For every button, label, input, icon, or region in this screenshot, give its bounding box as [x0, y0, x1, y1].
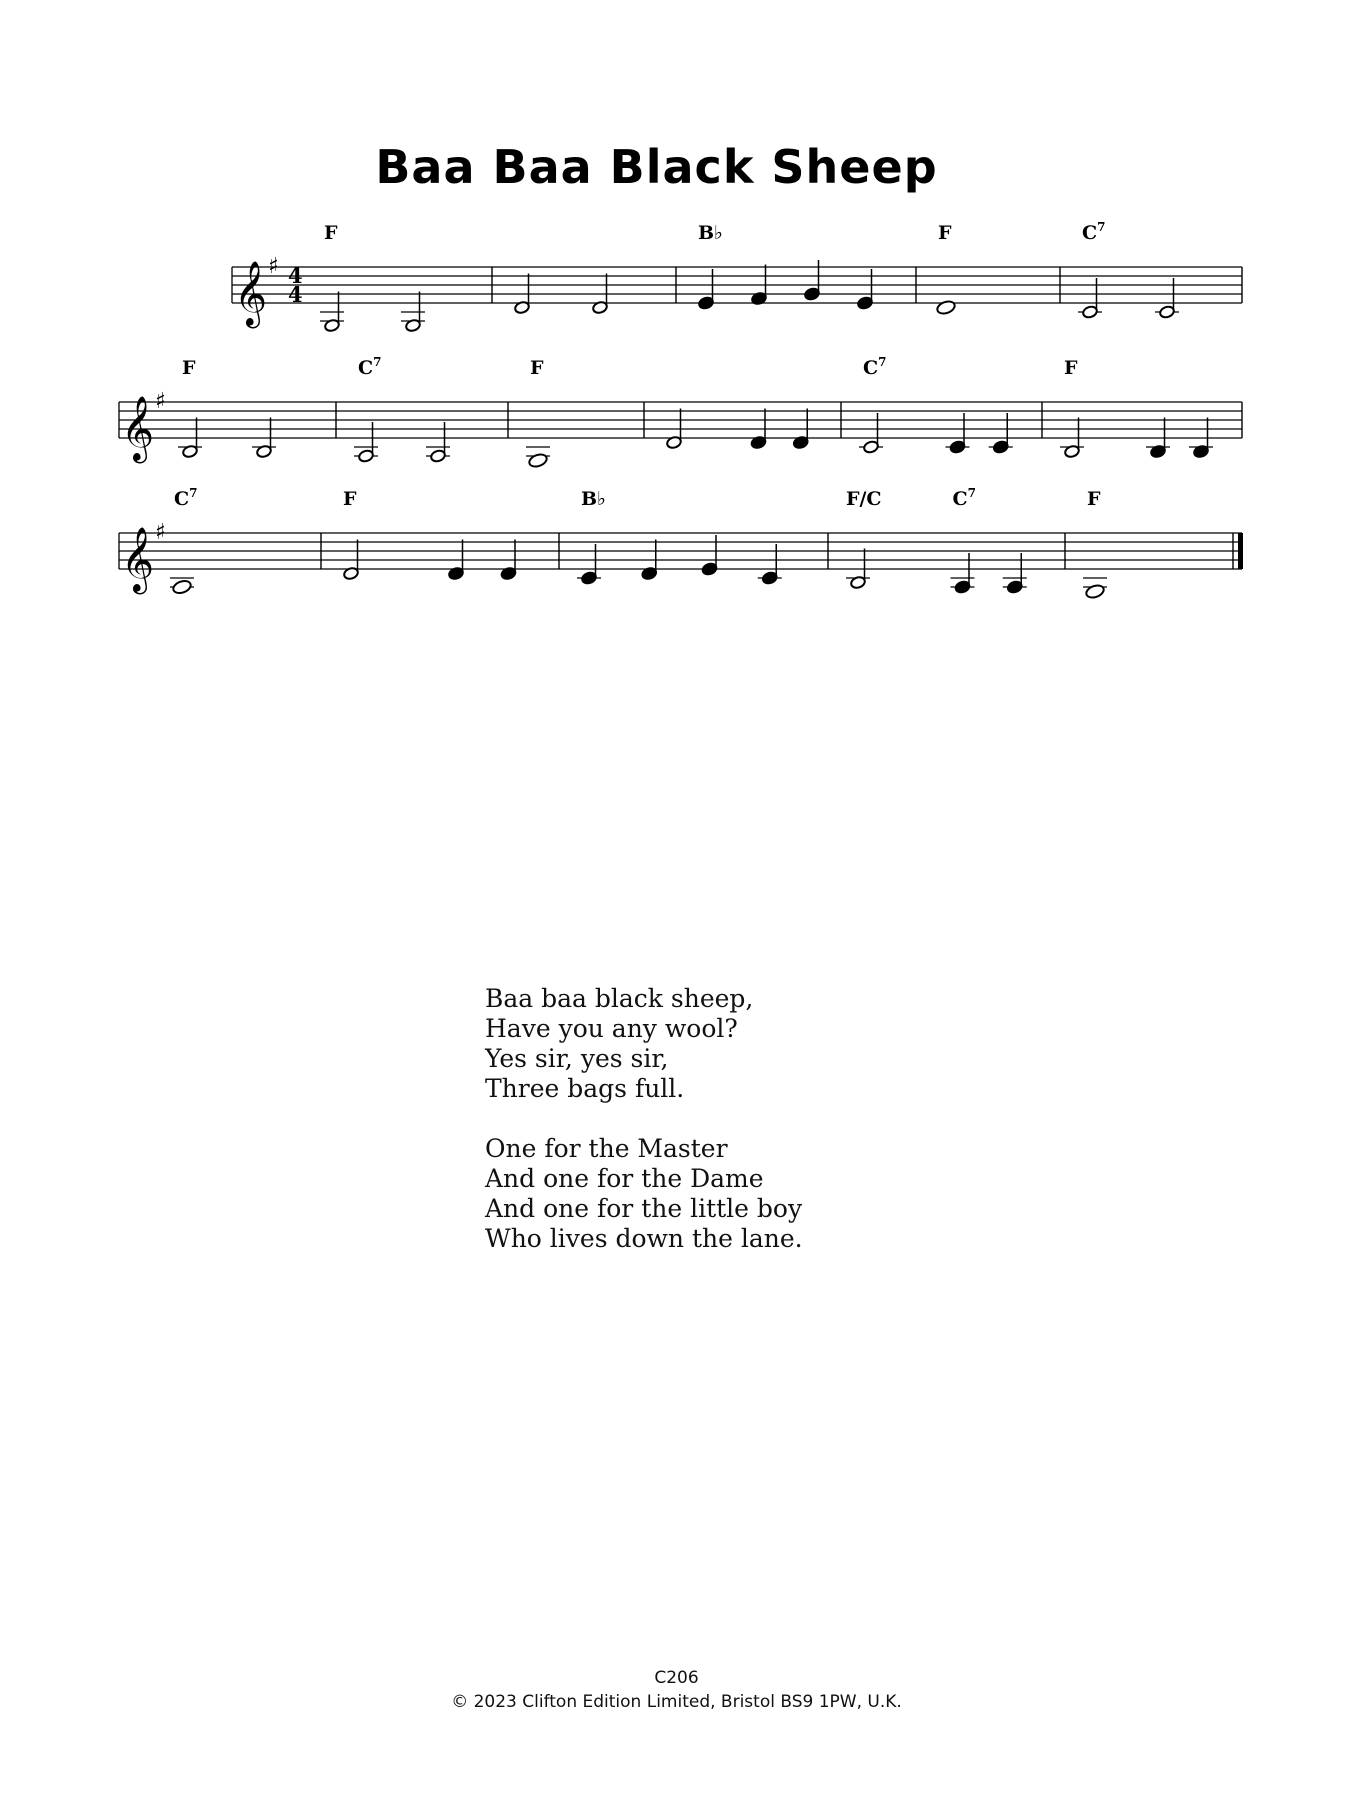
lyric-line: And one for the Dame: [485, 1164, 764, 1193]
lyric-line: Have you any wool?: [485, 1014, 738, 1043]
note-head: [172, 579, 193, 595]
lyric-line: Yes sir, yes sir,: [485, 1044, 669, 1073]
treble-clef: 𝄞: [234, 261, 268, 326]
key-signature-sharp: ♯: [155, 389, 166, 414]
note-head: [528, 452, 549, 468]
chord-symbol: F: [1064, 357, 1078, 379]
chord-symbol: F: [938, 222, 952, 244]
chord-symbol: F: [1087, 488, 1101, 510]
note-head: [936, 299, 957, 315]
treble-clef: 𝄞: [121, 527, 155, 592]
lyric-line: Three bags full.: [485, 1074, 685, 1103]
treble-clef: 𝄞: [121, 396, 155, 461]
chord-symbol: B♭: [698, 222, 724, 244]
chord-symbol: $C^7$: [952, 486, 976, 510]
time-signature-top: 4: [288, 263, 303, 288]
lyrics-stanza-1: [485, 984, 803, 1104]
key-signature-sharp: ♯: [155, 520, 166, 545]
lyric-line: Baa baa black sheep,: [485, 984, 754, 1013]
catalog-code: C206: [654, 1668, 699, 1688]
sheet-music: [0, 0, 1353, 640]
chord-symbol: F: [182, 357, 196, 379]
copyright-notice: © 2023 Clifton Edition Limited, Bristol BS9 1PW, U.K.: [451, 1692, 902, 1712]
chord-symbol: F: [324, 222, 338, 244]
key-signature-sharp: ♯: [268, 254, 279, 279]
lyric-line: Who lives down the lane.: [485, 1224, 803, 1253]
lyrics-stanza-2: [485, 1134, 803, 1254]
lyric-line: One for the Master: [485, 1134, 728, 1163]
chord-symbol: F: [343, 488, 357, 510]
time-signature-bottom: 4: [288, 282, 303, 307]
lyrics: [485, 984, 803, 1284]
chord-symbol: $C^7$: [358, 355, 382, 379]
final-barline-thick: [1238, 533, 1243, 569]
chord-symbol: $C^7$: [1082, 220, 1106, 244]
chord-symbol: F/C: [846, 488, 882, 510]
chord-symbol: B♭: [581, 488, 607, 510]
chord-symbol: $C^7$: [863, 355, 887, 379]
chord-symbol: $C^7$: [174, 486, 198, 510]
page-title: Baa Baa Black Sheep: [375, 140, 938, 194]
chord-symbol: F: [530, 357, 544, 379]
note-head: [1085, 583, 1106, 599]
lyric-line: And one for the little boy: [485, 1194, 803, 1223]
